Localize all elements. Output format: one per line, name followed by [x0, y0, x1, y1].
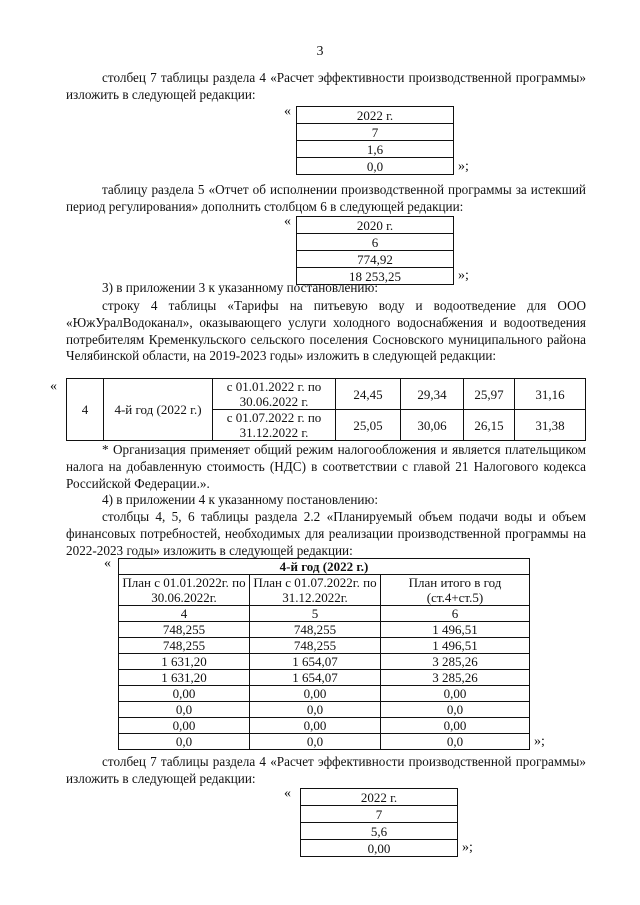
- table-cell: 7: [301, 806, 458, 823]
- table-cell: 24,45: [336, 379, 401, 410]
- table-cell: 2022 г.: [297, 107, 454, 124]
- paragraph: 3) в приложении 3 к указанному постановлению:: [102, 280, 379, 295]
- table-cell: 4: [67, 379, 104, 441]
- table-cell: 0,00: [381, 686, 530, 702]
- table-cell: 0,0: [297, 158, 454, 175]
- table-cell: 6: [381, 606, 530, 622]
- table-cell: 0,00: [381, 718, 530, 734]
- close-quote: »;: [458, 268, 469, 283]
- table-cell: 29,34: [401, 379, 464, 410]
- table-cell: 2022 г.: [301, 789, 458, 806]
- table-cell: 748,255: [250, 622, 381, 638]
- close-quote: »;: [458, 159, 469, 174]
- table-cell: 18 253,25: [297, 268, 454, 285]
- open-quote: «: [50, 379, 57, 394]
- table-cell: 5,6: [301, 823, 458, 840]
- table-cell: 31,38: [515, 410, 586, 441]
- table-cell: 748,255: [119, 638, 250, 654]
- report-table: [296, 216, 454, 285]
- table-cell: 0,00: [301, 840, 458, 857]
- table-header: План итого в год (ст.4+ст.5): [381, 575, 530, 606]
- efficiency-table-2: [300, 788, 458, 857]
- table-cell: 6: [297, 234, 454, 251]
- open-quote: «: [284, 214, 291, 229]
- table-cell: 1 654,07: [250, 654, 381, 670]
- table-cell: 0,00: [250, 686, 381, 702]
- footnote: * Организация применяет общий режим налогообложения и является плательщиком налога на добавленную стоимость (НДС) в соответствии с главой 21 Налогового кодекса Российской Федерации.».: [66, 442, 586, 491]
- table-cell: 1 496,51: [381, 622, 530, 638]
- paragraph: строку 4 таблицы «Тарифы на питьевую воду и водоотведение для ООО «ЮжУралВодоканал», оказывающего услуги холодного водоснабжения и водоотведения потребителям Кременкульского сельского поселения Сосновского муниципального района Челябинской области, на 2019-2023 годы» изложить в следующей редакции:: [66, 298, 586, 364]
- table-cell: 1,6: [297, 141, 454, 158]
- table-cell: 2020 г.: [297, 217, 454, 234]
- paragraph: столбцы 4, 5, 6 таблицы раздела 2.2 «Планируемый объем подачи воды и объем финансовых потребностей, необходимых для реализации производственной программы на 2022-2023 годы» изложить в следующей редакции:: [66, 509, 586, 558]
- table-cell: 4-й год (2022 г.): [104, 379, 213, 441]
- table-cell: 30,06: [401, 410, 464, 441]
- table-cell: 1 631,20: [119, 670, 250, 686]
- table-cell: 0,0: [119, 702, 250, 718]
- table-cell: 0,0: [381, 734, 530, 750]
- open-quote: «: [284, 104, 291, 119]
- table-cell: 25,05: [336, 410, 401, 441]
- table-cell: с 01.07.2022 г. по 31.12.2022 г.: [213, 410, 336, 441]
- table-cell: 0,0: [381, 702, 530, 718]
- paragraph: столбец 7 таблицы раздела 4 «Расчет эффективности производственной программы» изложить в следующей редакции:: [66, 754, 586, 786]
- table-cell: 0,0: [250, 734, 381, 750]
- table-cell: 5: [250, 606, 381, 622]
- table-cell: 1 496,51: [381, 638, 530, 654]
- close-quote: »;: [534, 734, 545, 749]
- paragraph: таблицу раздела 5 «Отчет об исполнении производственной программы за истекший период регулирования» дополнить столбцом 6 в следующей редакции:: [66, 182, 586, 214]
- table-cell: 4: [119, 606, 250, 622]
- table-cell: 774,92: [297, 251, 454, 268]
- table-cell: с 01.01.2022 г. по 30.06.2022 г.: [213, 379, 336, 410]
- table-cell: 0,0: [119, 734, 250, 750]
- table-cell: 31,16: [515, 379, 586, 410]
- table-cell: 748,255: [250, 638, 381, 654]
- table-cell: 25,97: [464, 379, 515, 410]
- paragraph: 4) в приложении 4 к указанному постановлению:: [102, 492, 379, 507]
- efficiency-table: [296, 106, 454, 175]
- table-cell: 0,0: [250, 702, 381, 718]
- table-cell: 3 285,26: [381, 654, 530, 670]
- table-cell: 0,00: [119, 718, 250, 734]
- open-quote: «: [104, 556, 111, 571]
- open-quote: «: [284, 786, 291, 801]
- table-cell: 1 631,20: [119, 654, 250, 670]
- table-header: 4-й год (2022 г.): [119, 559, 530, 575]
- table-cell: 3 285,26: [381, 670, 530, 686]
- table-cell: 1 654,07: [250, 670, 381, 686]
- table-header: План с 01.07.2022г. по 31.12.2022г.: [250, 575, 381, 606]
- volume-table: [118, 558, 530, 750]
- table-header: План с 01.01.2022г. по 30.06.2022г.: [119, 575, 250, 606]
- paragraph: столбец 7 таблицы раздела 4 «Расчет эффективности производственной программы» изложить в следующей редакции:: [66, 70, 586, 102]
- table-cell: 0,00: [119, 686, 250, 702]
- tariff-table: [66, 378, 586, 441]
- table-cell: 26,15: [464, 410, 515, 441]
- close-quote: »;: [462, 840, 473, 855]
- page-number: 3: [316, 44, 324, 59]
- table-cell: 0,00: [250, 718, 381, 734]
- table-cell: 7: [297, 124, 454, 141]
- table-cell: 748,255: [119, 622, 250, 638]
